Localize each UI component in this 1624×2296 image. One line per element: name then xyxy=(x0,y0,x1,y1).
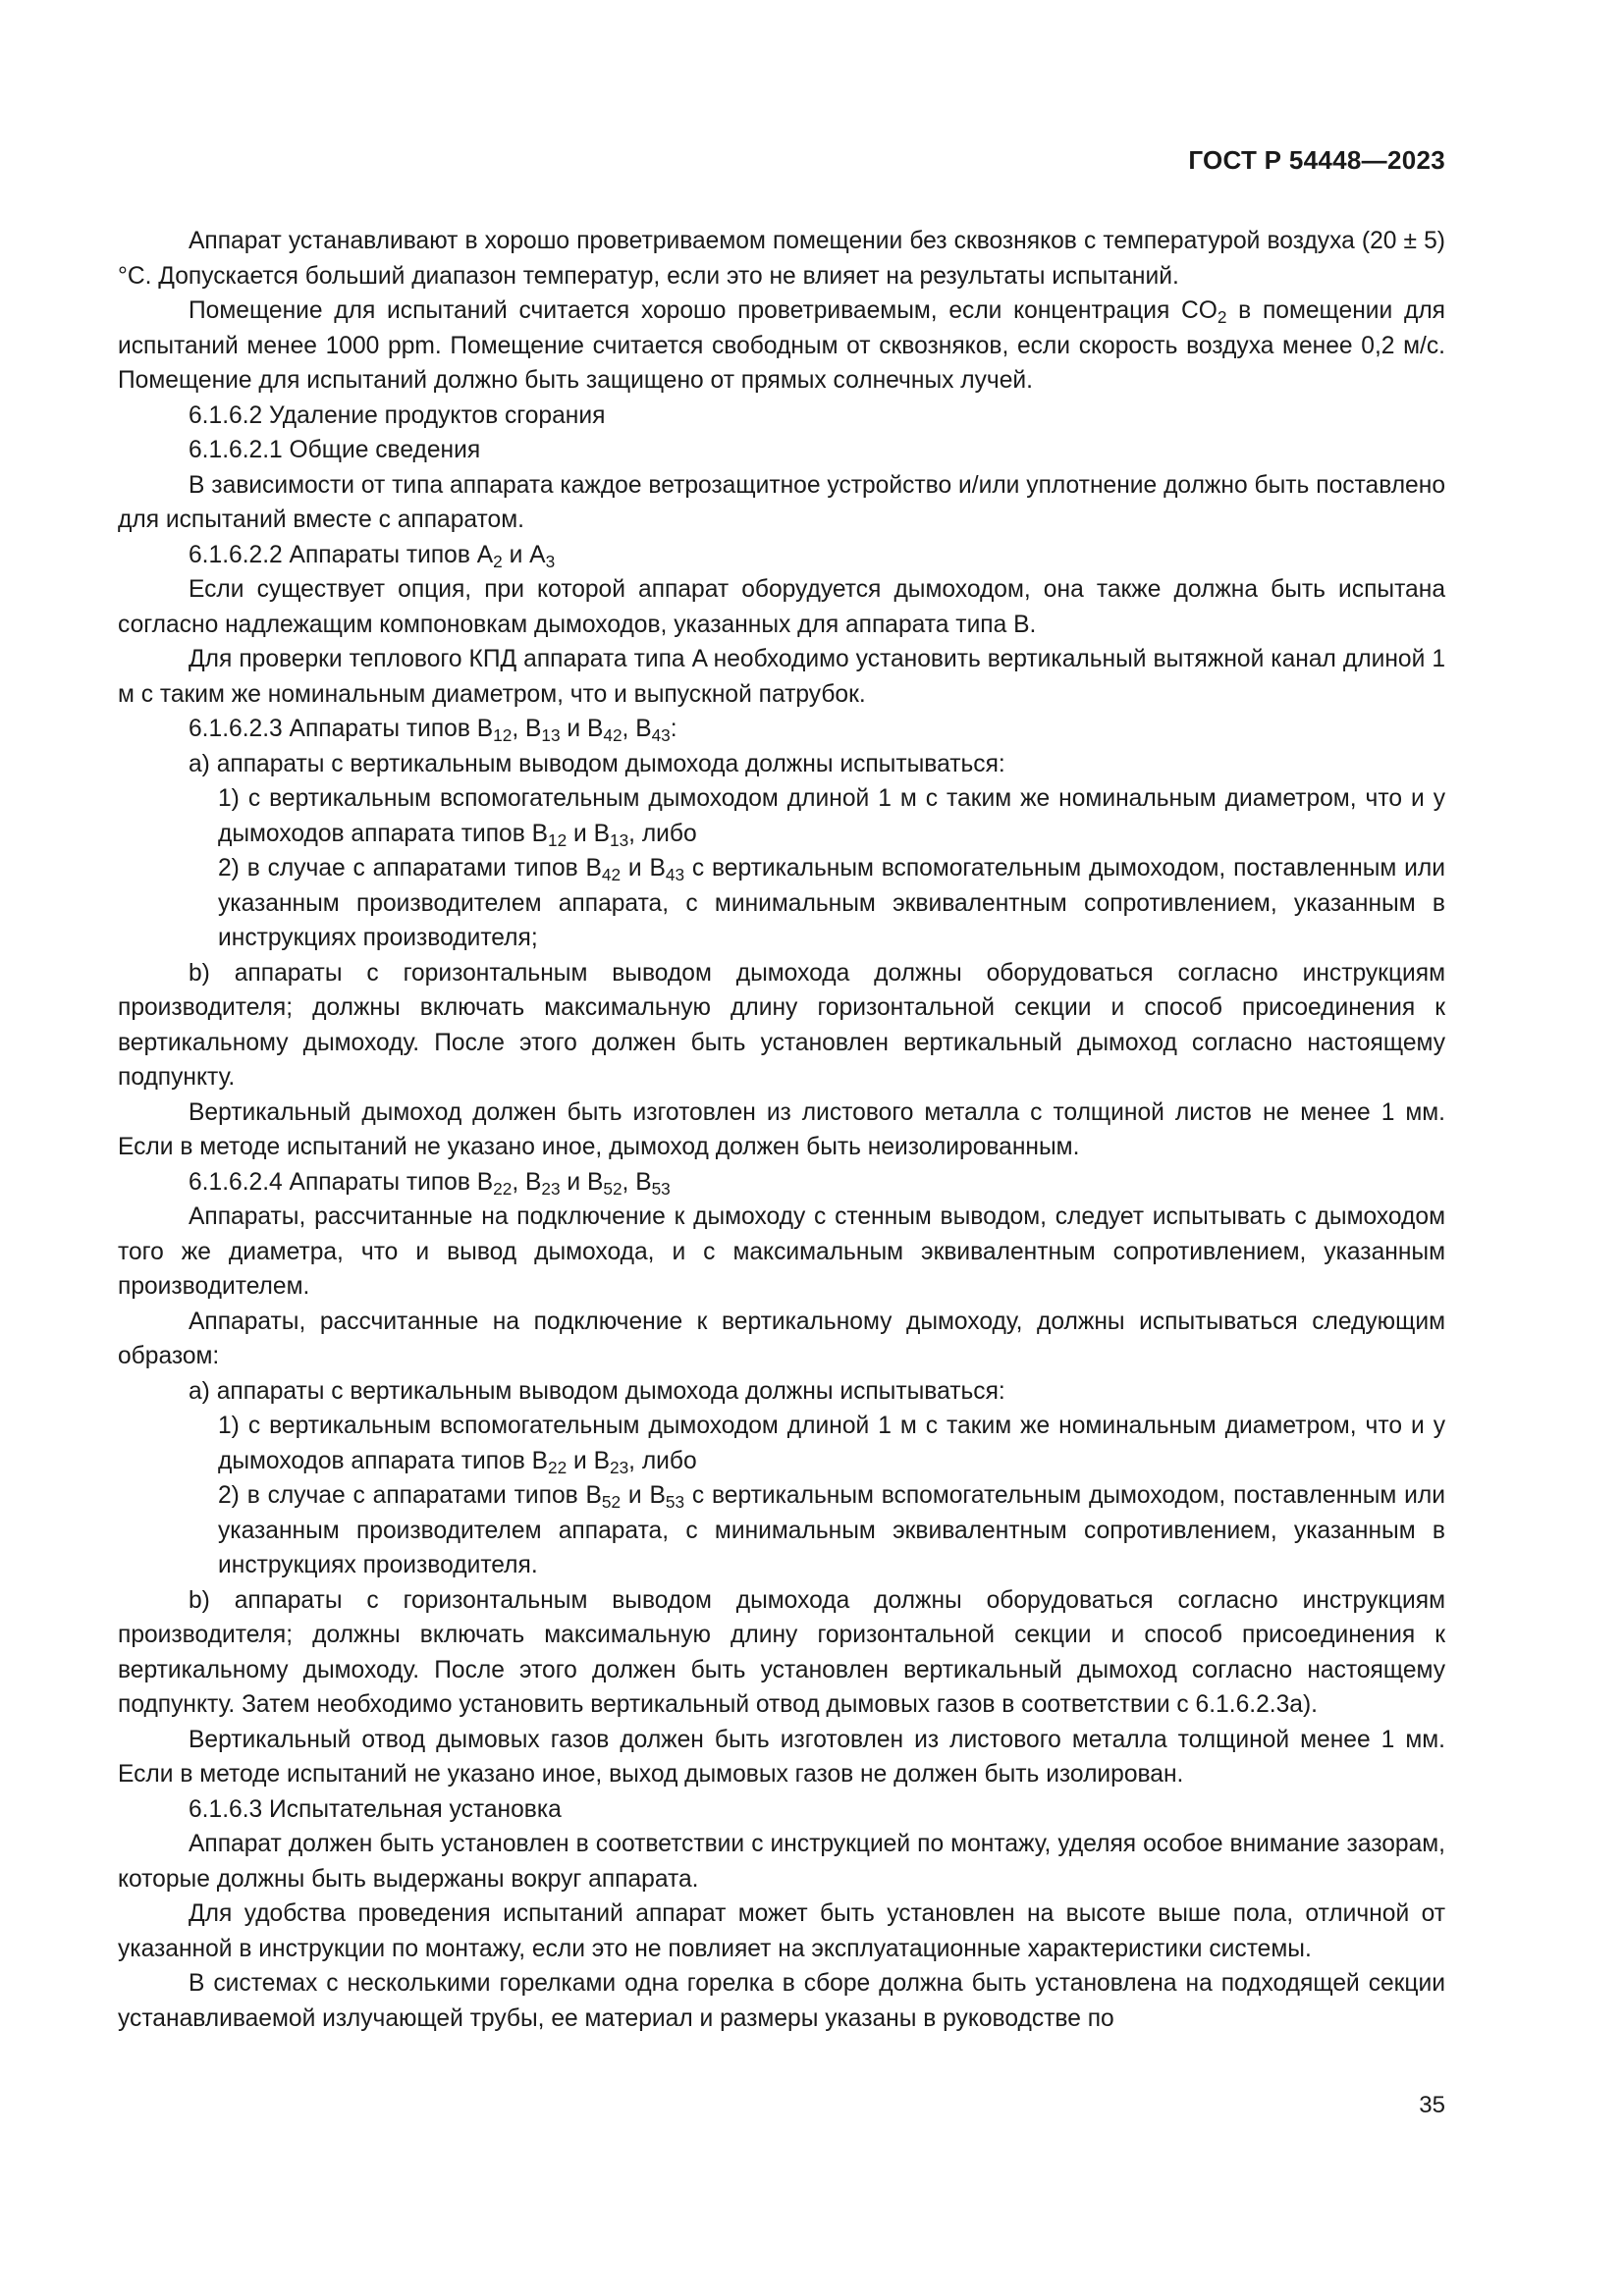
section-heading: 6.1.6.2.1 Общие сведения xyxy=(189,437,481,463)
paragraph: Вертикальный отвод дымовых газов должен быть изготовлен из листового металла толщиной менее 1 мм. Если в методе испытаний не указано иное, выход дымовых газов не должен быть изолирован. xyxy=(118,1726,1445,1788)
list-item: a) аппараты с вертикальным выводом дымохода должны испытываться: xyxy=(189,750,1005,777)
paragraph: Если существует опция, при которой аппарат оборудуется дымоходом, она также должна быть испытана согласно надлежащим компоновкам дымоходов, указанных для аппарата типа B. xyxy=(118,576,1445,638)
list-item: 1) с вертикальным вспомогательным дымоходом длиной 1 м с таким же номинальным диаметром, что и у дымоходов аппарата типов $B_{22}$ и $B_{23}$, либо xyxy=(218,1413,1445,1477)
section-heading: 6.1.6.2.3 Аппараты типов $B_{12}$, $B_{13}$ и $B_{42}$, $B_{43}$: xyxy=(189,716,677,746)
page-number: 35 xyxy=(1419,2092,1445,2118)
document-body xyxy=(118,224,1445,2036)
section-heading: 6.1.6.2.2 Аппараты типов $A_2$ и $A_3$ xyxy=(189,541,556,571)
list-item: b) аппараты с горизонтальным выводом дымохода должны оборудоваться согласно инструкциям производителя; должны включать максимальную длину горизонтальной секции и способ присоединения к вертикальному дымоходу. После этого должен быть установлен вертикальный дымоход согласно настоящему подпункту. xyxy=(118,959,1445,1091)
section-heading: 6.1.6.2.4 Аппараты типов $B_{22}$, $B_{23}$ и $B_{52}$, $B_{53}$ xyxy=(189,1168,671,1199)
list-item: 1) с вертикальным вспомогательным дымоходом длиной 1 м с таким же номинальным диаметром, что и у дымоходов аппарата типов $B_{12}$ и $B_{13}$, либо xyxy=(218,785,1445,850)
paragraph: Для проверки теплового КПД аппарата типа A необходимо установить вертикальный вытяжной канал длиной 1 м с таким же номинальным диаметром, что и выпускной патрубок. xyxy=(118,646,1445,708)
list-item: b) аппараты с горизонтальным выводом дымохода должны оборудоваться согласно инструкциям производителя; должны включать максимальную длину горизонтальной секции и способ присоединения к вертикальному дымоходу. После этого должен быть установлен вертикальный дымоход согласно настоящему подпункту. Затем необходимо установить вертикальный отвод дымовых газов в соответствии с 6.1.6.2.3a). xyxy=(118,1586,1445,1718)
list-item: a) аппараты с вертикальным выводом дымохода должны испытываться: xyxy=(189,1377,1005,1405)
paragraph: Аппараты, рассчитанные на подключение к дымоходу с стенным выводом, следует испытывать с дымоходом того же диаметра, что и вывод дымохода, и с максимальным эквивалентным сопротивлением, указанным производителем. xyxy=(118,1203,1445,1300)
paragraph: В зависимости от типа аппарата каждое ветрозащитное устройство и/или уплотнение должно быть поставлено для испытаний вместе с аппаратом. xyxy=(118,471,1445,533)
document-header: ГОСТ Р 54448—2023 xyxy=(1188,145,1445,175)
paragraph: Вертикальный дымоход должен быть изготовлен из листового металла с толщиной листов не менее 1 мм. Если в методе испытаний не указано иное, дымоход должен быть неизолированным. xyxy=(118,1098,1445,1160)
paragraph: Помещение для испытаний считается хорошо проветриваемым, если концентрация $CO_2$ в помещении для испытаний менее 1000 ppm. Помещение считается свободным от сквозняков, если скорость воздуха менее 0,2 м/с. Помещение для испытаний должно быть защищено от прямых солнечных лучей. xyxy=(118,297,1445,394)
paragraph: Аппарат устанавливают в хорошо проветриваемом помещении без сквозняков с температурой воздуха (20 ± 5) °С. Допускается больший диапазон температур, если это не влияет на результаты испытаний. xyxy=(118,228,1445,290)
list-item: 2) в случае с аппаратами типов $B_{52}$ и $B_{53}$ с вертикальным вспомогательным дымоходом, поставленным или указанным производителем аппарата, с минимальным эквивалентным сопротивлением, указанным в инструкциях производителя. xyxy=(218,1482,1445,1578)
paragraph: Аппарат должен быть установлен в соответствии с инструкцией по монтажу, уделяя особое внимание зазорам, которые должны быть выдержаны вокруг аппарата. xyxy=(118,1831,1445,1893)
paragraph: Для удобства проведения испытаний аппарат может быть установлен на высоте выше пола, отличной от указанной в инструкции по монтажу, если это не повлияет на эксплуатационные характеристики системы. xyxy=(118,1900,1445,1962)
section-heading: 6.1.6.2 Удаление продуктов сгорания xyxy=(189,401,606,429)
list-item: 2) в случае с аппаратами типов $B_{42}$ и $B_{43}$ с вертикальным вспомогательным дымоходом, поставленным или указанным производителем аппарата, с минимальным эквивалентным сопротивлением, указанным в инструкциях производителя; xyxy=(218,855,1445,951)
paragraph: Аппараты, рассчитанные на подключение к вертикальному дымоходу, должны испытываться следующим образом: xyxy=(118,1308,1445,1369)
paragraph: В системах с несколькими горелками одна горелка в сборе должна быть установлена на подходящей секции устанавливаемой излучающей трубы, ее материал и размеры указаны в руководстве по xyxy=(118,1970,1445,2032)
section-heading: 6.1.6.3 Испытательная установка xyxy=(189,1795,562,1823)
